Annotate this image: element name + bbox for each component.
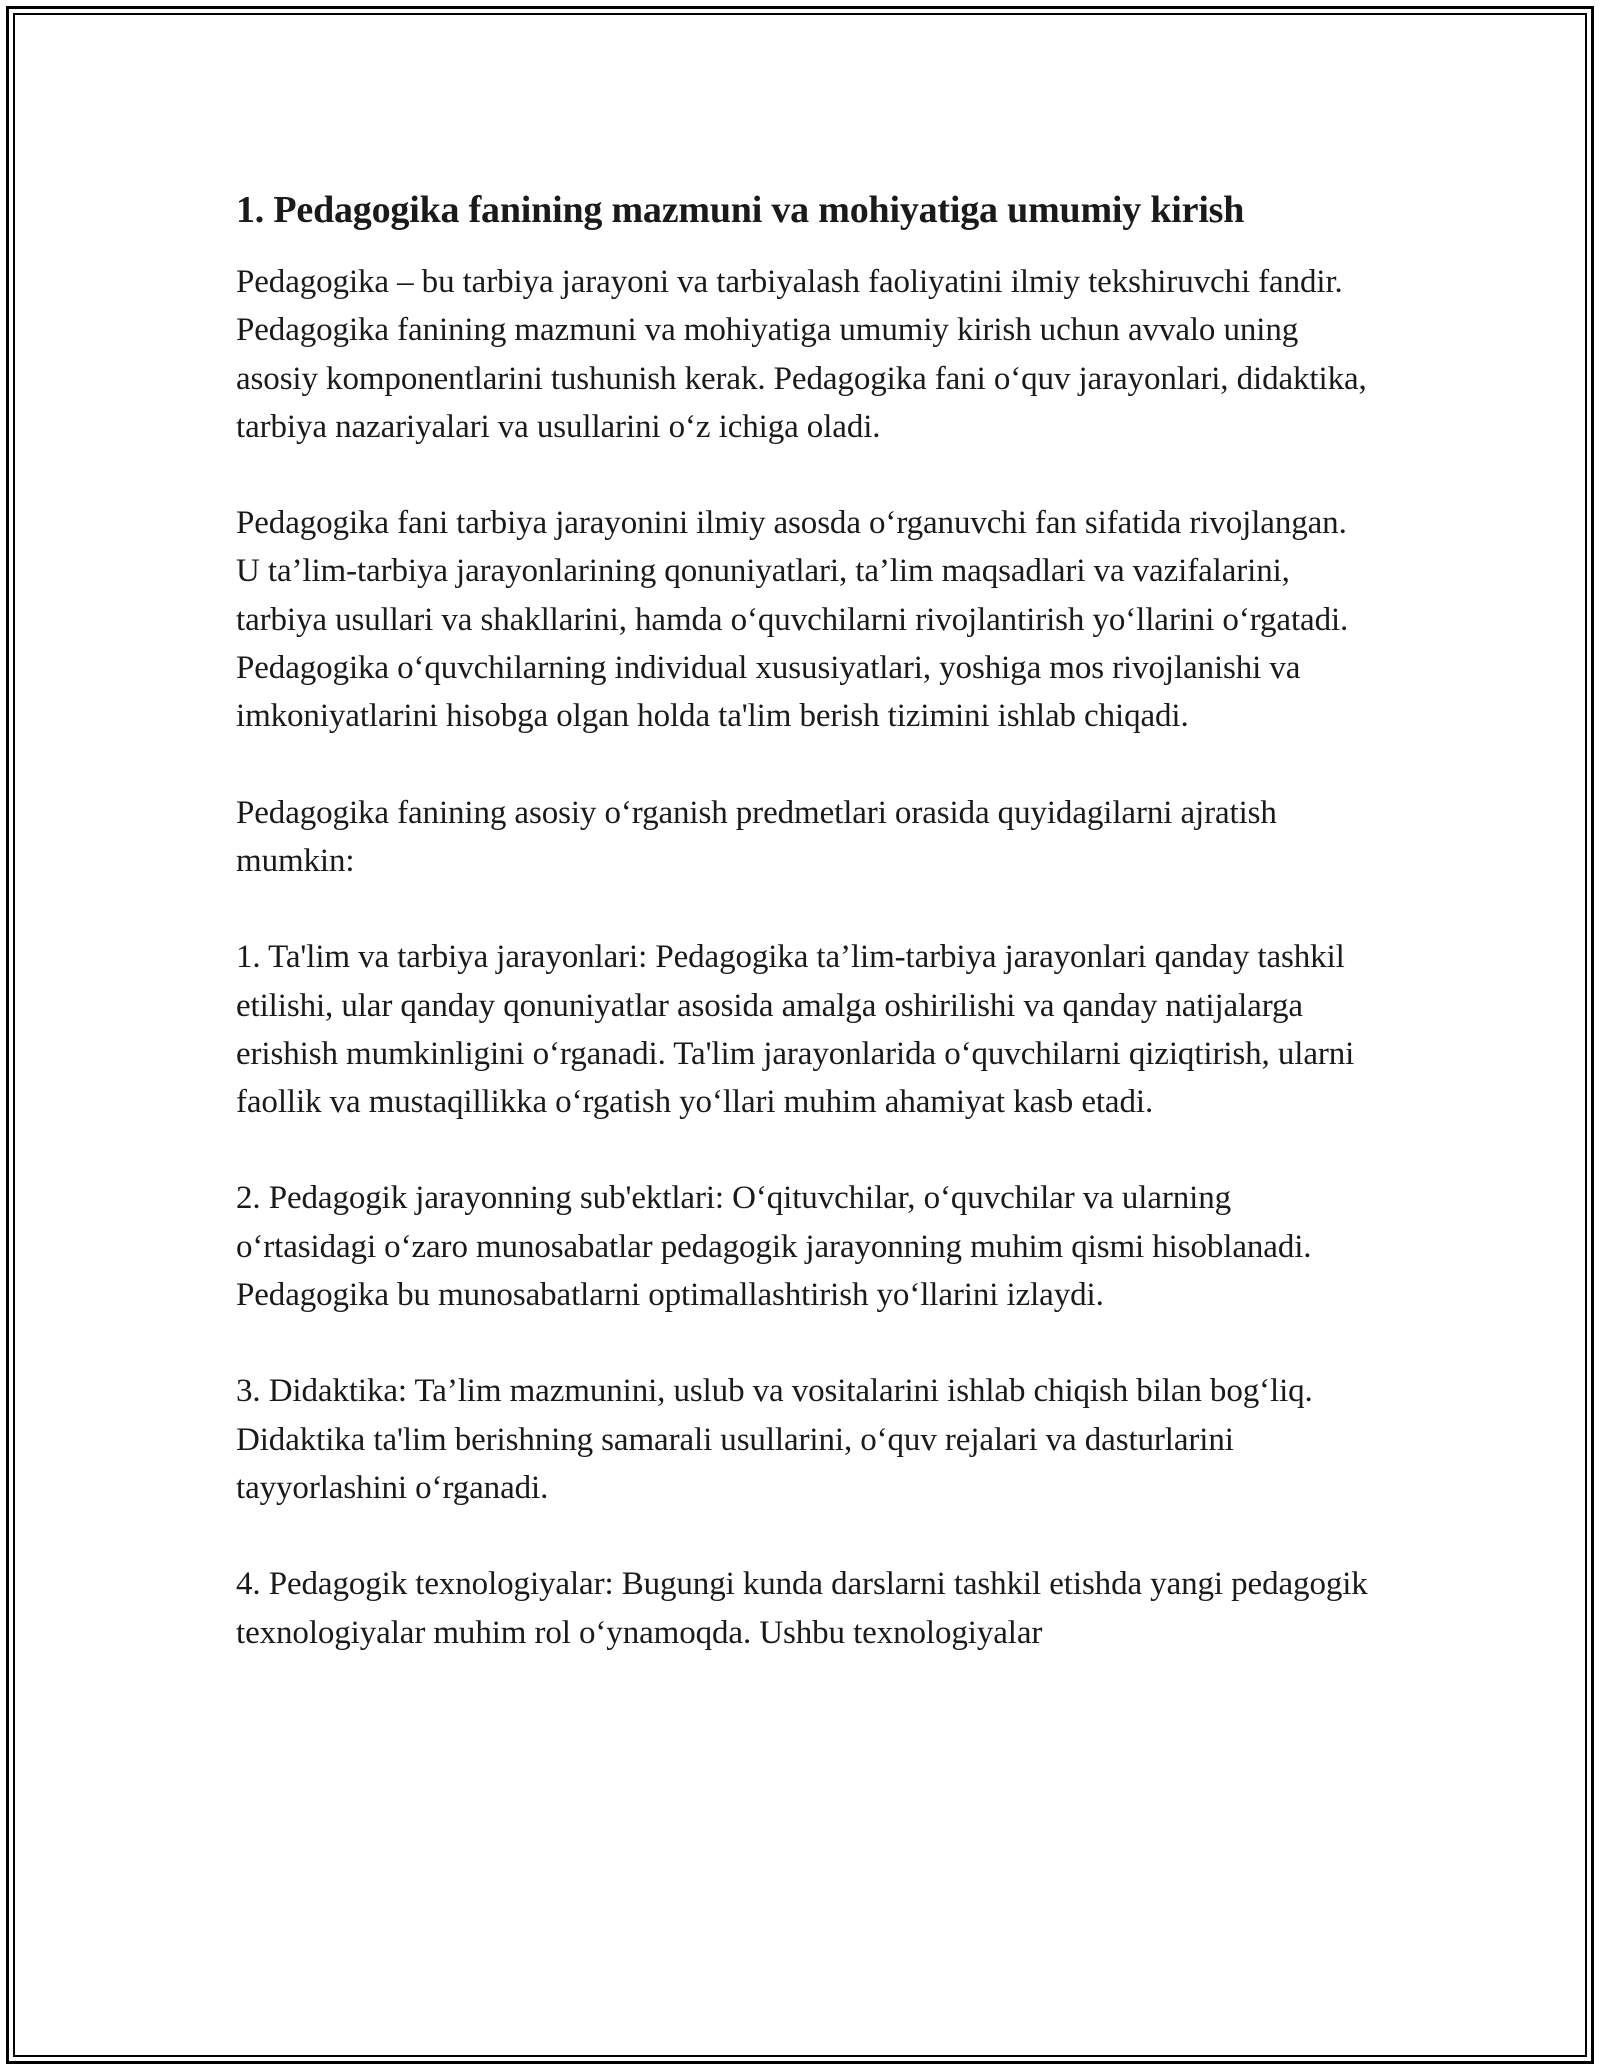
- list-item-pedagogical-subjects: 2. Pedagogik jarayonning sub'ektlari: O‘qituvchilar, o‘quvchilar va ularning o‘rtasidagi o‘zaro munosabatlar pedagogik jarayonning muhim qismi hisoblanadi. Pedagogika bu munosabatlarni optimallashtirish yo‘llarini izlaydi.: [236, 1180, 1312, 1314]
- paragraph-subjects-intro: Pedagogika fanining asosiy o‘rganish predmetlari orasida quyidagilarni ajratish mumkin:: [236, 794, 1277, 879]
- list-item-didactics: 3. Didaktika: Ta’lim mazmunini, uslub va vositalarini ishlab chiqish bilan bog‘liq. Didaktika ta'lim berishning samarali usullarini, o‘quv rejalari va dasturlarini tayyorlashini o‘rganadi.: [236, 1373, 1313, 1506]
- document-title: 1. Pedagogika fanining mazmuni va mohiyatiga umumiy kirish: [236, 189, 1245, 231]
- paragraph-intro: Pedagogika – bu tarbiya jarayoni va tarbiyalash faoliyatini ilmiy tekshiruvchi fandir. Pedagogika fanining mazmuni va mohiyatiga umumiy kirish uchun avvalo uning asosiy komponentlarini tushunish kerak. Pedagogika fani o‘quv jarayonlari, didaktika, tarbiya nazariyalari va usullarini o‘z ichiga oladi.: [236, 264, 1367, 445]
- list-item-education-processes: 1. Ta'lim va tarbiya jarayonlari: Pedagogika ta’lim-tarbiya jarayonlari qanday tashkil etilishi, ular qanday qonuniyatlar asosida amalga oshirilishi va qanday natijalarga erishish mumkinligini o‘rganadi. Ta'lim jarayonlarida o‘quvchilarni qiziqtirish, ularni faollik va mustaqillikka o‘rgatish yo‘llari muhim ahamiyat kasb etadi.: [236, 939, 1355, 1121]
- paragraph-development: Pedagogika fani tarbiya jarayonini ilmiy asosda o‘rganuvchi fan sifatida rivojlangan. U ta’lim-tarbiya jarayonlarining qonuniyatlari, ta’lim maqsadlari va vazifalarini, tarbiya usullari va shakllarini, hamda o‘quvchilarni rivojlantirish yo‘llarini o‘rgatadi. Pedagogika o‘quvchilarning individual xususiyatlari, yoshiga mos rivojlanishi va imkoniyatlarini hisobga olgan holda ta'lim berish tizimini ishlab chiqadi.: [236, 505, 1349, 735]
- list-item-pedagogical-technologies: 4. Pedagogik texnologiyalar: Bugungi kunda darslarni tashkil etishda yangi pedagogik texnologiyalar muhim rol o‘ynamoqda. Ushbu texnologiyalar: [236, 1566, 1368, 1651]
- document-body: [236, 186, 1376, 1705]
